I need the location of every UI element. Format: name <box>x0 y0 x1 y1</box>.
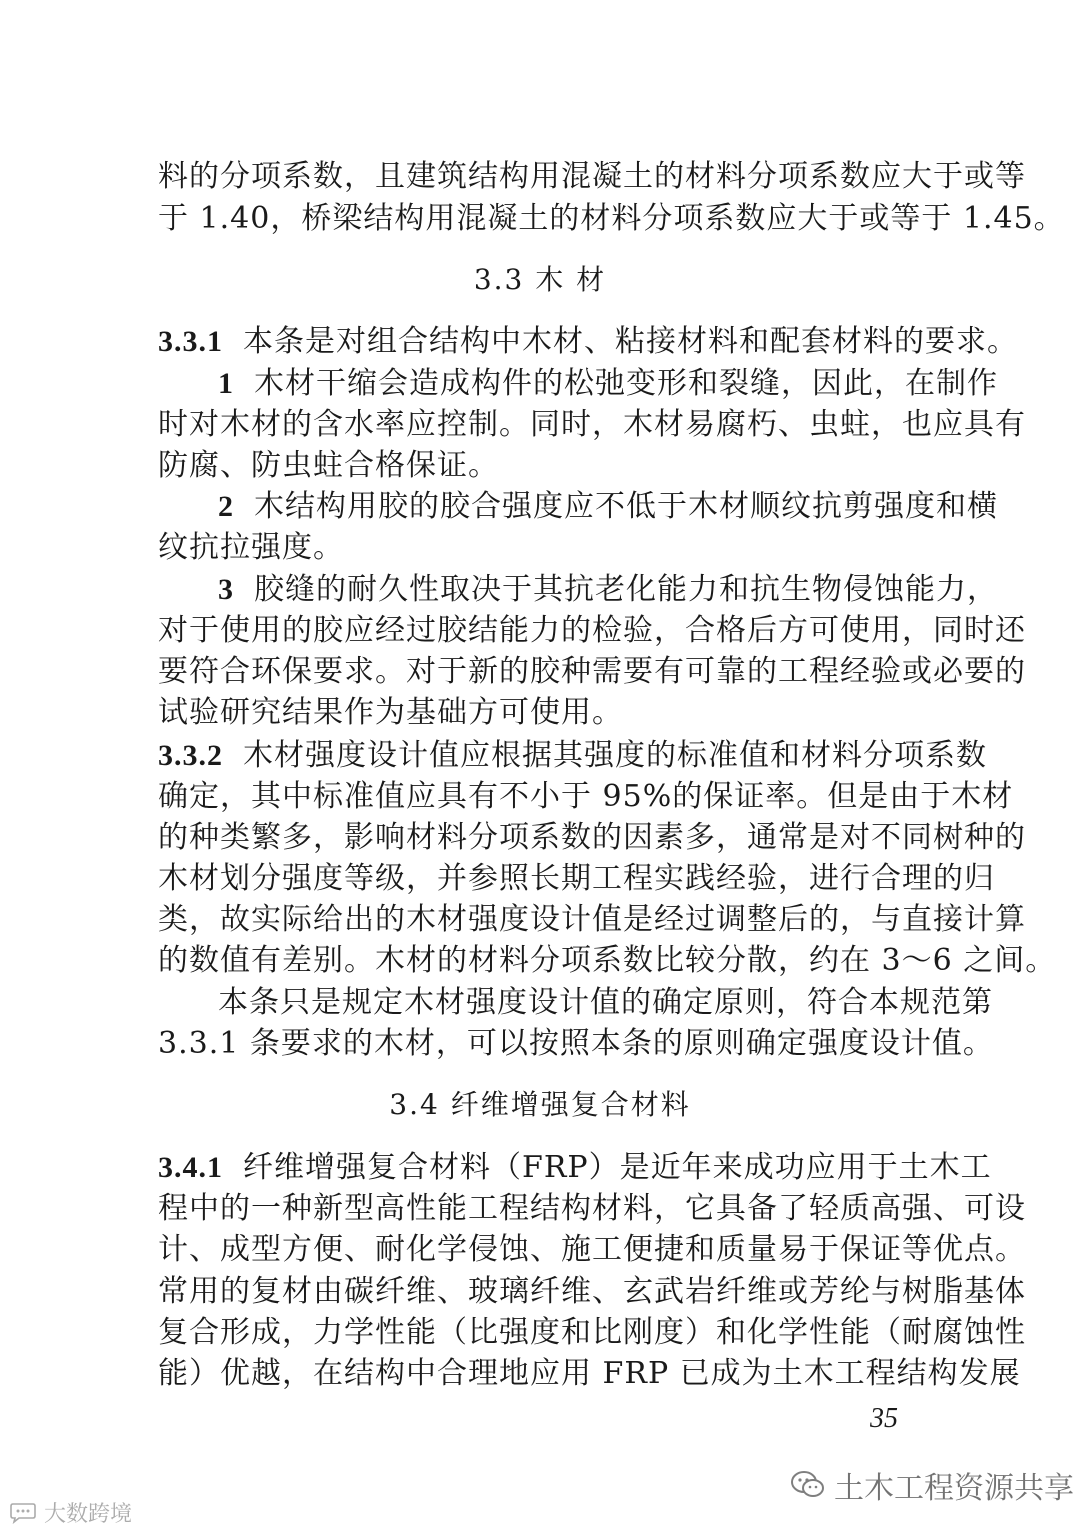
text-line: 要符合环保要求。对于新的胶种需要有可靠的工程经验或必要的 <box>158 654 1026 689</box>
text-line: 计、成型方便、耐化学侵蚀、施工便捷和质量易于保证等优点。 <box>158 1232 1026 1267</box>
section-heading-3-3: 3.3 木 材 <box>473 263 607 296</box>
clause-number: 3.4.1 <box>158 1151 223 1184</box>
text-line: 的数值有差别。木材的材料分项系数比较分散，约在 3～6 之间。 <box>158 943 1057 978</box>
item-number: 3 <box>218 573 234 606</box>
text-line: 于 1.40，桥梁结构用混凝土的材料分项系数应大于或等于 1.45。 <box>158 201 1065 236</box>
clause-3-4-1 <box>158 1148 992 1188</box>
text-line: 试验研究结果作为基础方可使用。 <box>158 695 623 730</box>
text-line: 程中的一种新型高性能工程结构材料，它具备了轻质高强、可设 <box>158 1191 1026 1226</box>
text-line: 木材划分强度等级，并参照长期工程实践经验，进行合理的归 <box>158 861 995 896</box>
text-line: 对于使用的胶应经过胶结能力的检验，合格后方可使用，同时还 <box>158 613 1026 648</box>
text-line: 本条只是规定木材强度设计值的确定原则，符合本规范第 <box>218 985 993 1020</box>
item-text: 胶缝的耐久性取决于其抗老化能力和抗生物侵蚀能力， <box>254 572 998 607</box>
text-line: 确定，其中标准值应具有不小于 95%的保证率。但是由于木材 <box>158 779 1014 814</box>
text-line: 时对木材的含水率应控制。同时，木材易腐朽、虫蛀，也应具有 <box>158 407 1026 442</box>
text-line: 能）优越，在结构中合理地应用 FRP 已成为土木工程结构发展 <box>158 1356 1021 1391</box>
item-number: 2 <box>218 490 234 523</box>
clause-text: 木材强度设计值应根据其强度的标准值和材料分项系数 <box>243 738 987 773</box>
text-line: 纹抗拉强度。 <box>158 530 344 565</box>
item-text: 木结构用胶的胶合强度应不低于木材顺纹抗剪强度和横 <box>254 489 998 524</box>
clause-text: 本条是对组合结构中木材、粘接材料和配套材料的要求。 <box>243 324 1018 359</box>
watermark-left <box>8 1497 132 1528</box>
clause-3-3-1 <box>158 322 1018 362</box>
text-line: 防腐、防虫蛀合格保证。 <box>158 448 499 483</box>
watermark-right-text: 土木工程资源共享 <box>834 1471 1074 1506</box>
clause-number: 3.3.2 <box>158 739 223 772</box>
text-line: 3.3.1 条要求的木材，可以按照本条的原则确定强度设计值。 <box>158 1026 994 1061</box>
section-heading-3-4: 3.4 纤维增强复合材料 <box>389 1088 691 1121</box>
item-number: 1 <box>218 367 234 400</box>
watermark-left-text: 大数跨境 <box>44 1502 133 1527</box>
wechat-icon <box>790 1469 826 1501</box>
text-line: 类，故实际给出的木材强度设计值是经过调整后的，与直接计算 <box>158 902 1026 937</box>
item-text: 木材干缩会造成构件的松弛变形和裂缝，因此，在制作 <box>254 366 998 401</box>
item-2-line <box>218 487 1008 527</box>
item-1-line <box>218 364 1008 404</box>
page-number: 35 <box>870 1403 898 1434</box>
text-line: 常用的复材由碳纤维、玻璃纤维、玄武岩纤维或芳纶与树脂基体 <box>158 1274 1026 1309</box>
text-line: 的种类繁多，影响材料分项系数的因素多，通常是对不同树种的 <box>158 820 1026 855</box>
item-3-line <box>218 570 1008 610</box>
clause-text: 纤维增强复合材料（FRP）是近年来成功应用于土木工 <box>243 1150 992 1185</box>
clause-number: 3.3.1 <box>158 325 223 358</box>
clause-3-3-2 <box>158 736 987 776</box>
chat-bubble-icon <box>8 1502 38 1524</box>
text-line: 料的分项系数，且建筑结构用混凝土的材料分项系数应大于或等 <box>158 159 1026 194</box>
watermark-right <box>790 1463 1074 1507</box>
text-line: 复合形成，力学性能（比强度和比刚度）和化学性能（耐腐蚀性 <box>158 1315 1026 1350</box>
